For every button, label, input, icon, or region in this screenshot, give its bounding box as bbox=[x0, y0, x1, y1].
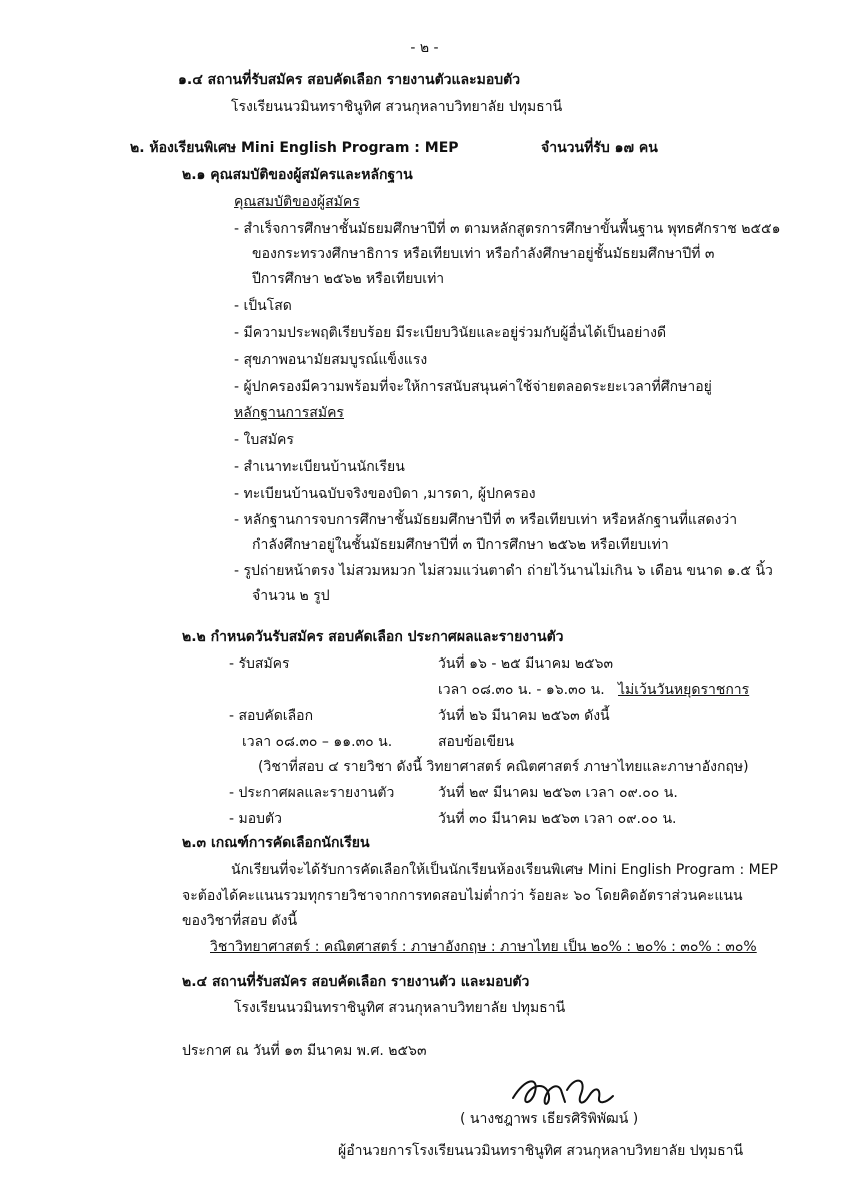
paragraph-line: ของวิชาที่สอบ ดังนี้ bbox=[182, 913, 298, 929]
announcement-date: ประกาศ ณ วันที่ ๑๓ มีนาคม พ.ศ. ๒๕๖๓ bbox=[182, 1043, 427, 1059]
schedule-value: วันที่ ๓๐ มีนาคม ๒๕๖๓ เวลา ๐๙.๐๐ น. bbox=[438, 811, 677, 827]
section-heading: ๒.๓ เกณฑ์การคัดเลือกนักเรียน bbox=[182, 835, 370, 851]
list-item: - เป็นโสด bbox=[234, 298, 292, 314]
schedule-value: เวลา ๐๘.๓๐ น. - ๑๖.๓๐ น. bbox=[438, 682, 605, 698]
subheading: หลักฐานการสมัคร bbox=[234, 405, 344, 421]
list-item-continued: กำลังศึกษาอยู่ในชั้นมัธยมศึกษาปีที่ ๓ ปีการศึกษา ๒๕๖๒ หรือเทียบเท่า bbox=[252, 537, 669, 553]
list-item-continued: ของกระทรวงศึกษาธิการ หรือเทียบเท่า หรือกำลังศึกษาอยู่ชั้นมัธยมศึกษาปีที่ ๓ bbox=[252, 246, 715, 262]
section-heading: ๒. ห้องเรียนพิเศษ Mini English Program : MEP bbox=[130, 140, 459, 156]
section-heading: ๑.๔ สถานที่รับสมัคร สอบคัดเลือก รายงานตัวและมอบตัว bbox=[178, 72, 521, 88]
list-item: - สำเนาทะเบียนบ้านนักเรียน bbox=[234, 459, 405, 475]
schedule-value: วันที่ ๑๖ - ๒๕ มีนาคม ๒๕๖๓ bbox=[438, 656, 614, 672]
list-item: - มีความประพฤติเรียบร้อย มีระเบียบวินัยและอยู่ร่วมกับผู้อื่นได้เป็นอย่างดี bbox=[234, 325, 667, 341]
list-item: - สำเร็จการศึกษาชั้นมัธยมศึกษาปีที่ ๓ ตามหลักสูตรการศึกษาขั้นพื้นฐาน พุทธศักราช ๒๕๕๑ bbox=[234, 221, 781, 237]
schedule-value: วันที่ ๒๖ มีนาคม ๒๕๖๓ ดังนี้ bbox=[438, 708, 610, 724]
list-item: - รูปถ่ายหน้าตรง ไม่สวมหมวก ไม่สวมแว่นตาดำ ถ่ายไว้นานไม่เกิน ๖ เดือน ขนาด ๑.๕ นิ้ว bbox=[234, 563, 773, 579]
section-heading: ๒.๒ กำหนดวันรับสมัคร สอบคัดเลือก ประกาศผลและรายงานตัว bbox=[182, 629, 564, 645]
schedule-label: เวลา ๐๘.๓๐ – ๑๑.๓๐ น. bbox=[242, 734, 393, 750]
schedule-label: - ประกาศผลและรายงานตัว bbox=[229, 785, 395, 801]
school-place: โรงเรียนนวมินทราชินูทิศ สวนกุหลาบวิทยาลัย ปทุมธานี bbox=[231, 99, 563, 115]
list-item: - ทะเบียนบ้านฉบับจริงของบิดา ,มารดา, ผู้ปกครอง bbox=[234, 486, 536, 502]
page-number: - ๒ - bbox=[410, 40, 439, 56]
score-ratio: วิชาวิทยาศาสตร์ : คณิตศาสตร์ : ภาษาอังกฤษ : ภาษาไทย เป็น ๒๐% : ๒๐% : ๓๐% : ๓๐% bbox=[210, 939, 757, 955]
signer-name: ( นางชฎาพร เธียรศิริพิพัฒน์ ) bbox=[460, 1111, 639, 1127]
schedule-value: วันที่ ๒๙ มีนาคม ๒๕๖๓ เวลา ๐๙.๐๐ น. bbox=[438, 785, 678, 801]
schedule-label: - รับสมัคร bbox=[229, 656, 290, 672]
list-item: - สุขภาพอนามัยสมบูรณ์แข็งแรง bbox=[234, 352, 428, 368]
list-item: - หลักฐานการจบการศึกษาชั้นมัธยมศึกษาปีที่ ๓ หรือเทียบเท่า หรือหลักฐานที่แสดงว่า bbox=[234, 512, 738, 528]
school-place: โรงเรียนนวมินทราชินูทิศ สวนกุหลาบวิทยาลัย ปทุมธานี bbox=[234, 1000, 566, 1016]
quota-text: จำนวนที่รับ ๑๗ คน bbox=[541, 140, 658, 156]
subheading: คุณสมบัติของผู้สมัคร bbox=[234, 194, 360, 210]
schedule-value: สอบข้อเขียน bbox=[438, 734, 514, 750]
schedule-label: - สอบคัดเลือก bbox=[229, 708, 314, 724]
schedule-note: ไม่เว้นวันหยุดราชการ bbox=[618, 682, 750, 698]
paragraph-line: นักเรียนที่จะได้รับการคัดเลือกให้เป็นนักเรียนห้องเรียนพิเศษ Mini English Program : MEP bbox=[231, 862, 778, 878]
list-item-continued: ปีการศึกษา ๒๕๖๒ หรือเทียบเท่า bbox=[252, 271, 445, 287]
paragraph-line: จะต้องได้คะแนนรวมทุกรายวิชาจากการทดสอบไม่ต่ำกว่า ร้อยละ ๖๐ โดยคิดอัตราส่วนคะแนน bbox=[182, 888, 743, 904]
schedule-label: - มอบตัว bbox=[229, 811, 282, 827]
list-item: - ผู้ปกครองมีความพร้อมที่จะให้การสนับสนุนค่าใช้จ่ายตลอดระยะเวลาที่ศึกษาอยู่ bbox=[234, 379, 712, 395]
section-heading: ๒.๔ สถานที่รับสมัคร สอบคัดเลือก รายงานตัว และมอบตัว bbox=[182, 974, 530, 990]
signer-title: ผู้อำนวยการโรงเรียนนวมินทราชินูทิศ สวนกุหลาบวิทยาลัย ปทุมธานี bbox=[338, 1143, 744, 1159]
list-item-continued: จำนวน ๒ รูป bbox=[252, 588, 330, 604]
section-heading: ๒.๑ คุณสมบัติของผู้สมัครและหลักฐาน bbox=[182, 167, 413, 183]
exam-subjects: (วิชาที่สอบ ๔ รายวิชา ดังนี้ วิทยาศาสตร์ คณิตศาสตร์ ภาษาไทยและภาษาอังกฤษ) bbox=[258, 759, 749, 775]
list-item: - ใบสมัคร bbox=[234, 432, 294, 448]
